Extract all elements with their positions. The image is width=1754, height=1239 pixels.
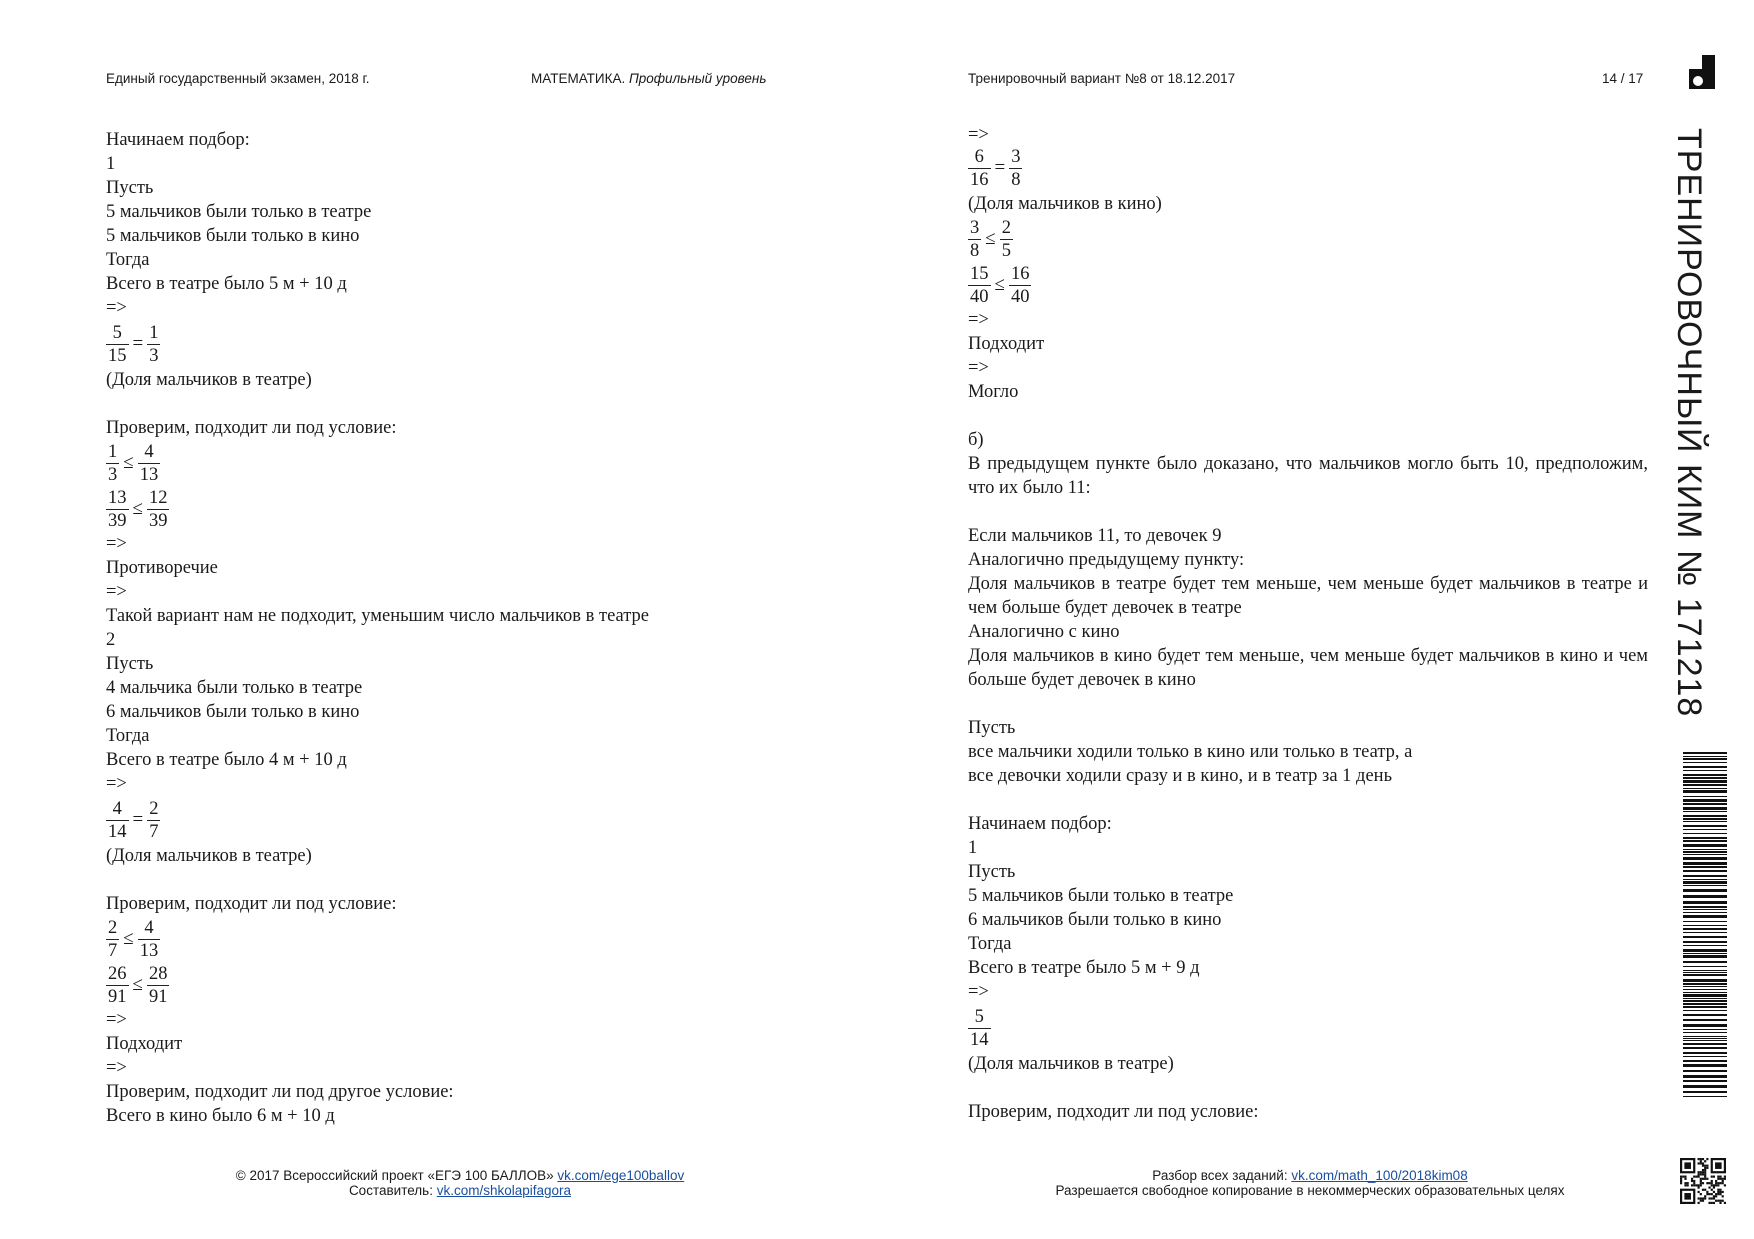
text-line: Тогда <box>106 250 150 270</box>
footer-right <box>960 1168 1660 1198</box>
text-line: 4 мальчика были только в театре <box>106 678 363 698</box>
footer-left <box>160 1168 760 1198</box>
text-line: 1 <box>968 838 978 858</box>
formula: $\frac{2}{7}$ ≤ $\frac{4}{13}$ <box>108 917 159 961</box>
text-line: Аналогично с кино <box>968 622 1120 642</box>
text-line: Проверим, подходит ли под условие: <box>106 418 397 438</box>
text-line: => <box>106 534 127 554</box>
footer-license: Разрешается свободное копирование в некоммерческих образовательных целях <box>1055 1183 1565 1198</box>
text-line: Тогда <box>106 726 150 746</box>
text-line: 1 <box>106 154 116 174</box>
right-column <box>968 126 1648 1124</box>
text-line: 5 мальчиков были только в театре <box>968 886 1234 906</box>
text-line: 2 <box>106 630 116 650</box>
barcode-icon <box>1683 752 1727 1097</box>
text-line: Всего в театре было 5 м + 10 д <box>106 274 347 294</box>
text-line: Пусть <box>106 654 154 674</box>
text-line: Начинаем подбор: <box>968 814 1112 834</box>
formula: $\frac{6}{16}$ = $\frac{3}{8}$ <box>970 146 1021 190</box>
text-line: => <box>106 774 127 794</box>
formula: $\frac{26}{91}$ ≤ $\frac{28}{91}$ <box>108 963 168 1007</box>
text-line: => <box>106 1010 127 1030</box>
formula: $\frac{4}{14}$ = $\frac{2}{7}$ <box>108 798 159 842</box>
footer-author-label: Составитель: <box>348 1183 433 1198</box>
left-column <box>106 128 806 1128</box>
text-line: Могло <box>968 382 1019 402</box>
qr-code-icon <box>1680 1158 1726 1204</box>
text-line: 5 мальчиков были только в кино <box>106 226 360 246</box>
text-line: => <box>968 358 989 378</box>
text-line: Всего в кино было 6 м + 10 д <box>106 1106 335 1126</box>
text-line: Подходит <box>968 334 1045 354</box>
text-line: Пусть <box>968 718 1016 738</box>
text-line: Аналогично предыдущему пункту: <box>968 550 1245 570</box>
formula: $\frac{15}{40}$ ≤ $\frac{16}{40}$ <box>970 263 1030 307</box>
text-line: => <box>106 298 127 318</box>
page-number: 14 / 17 <box>1602 71 1644 86</box>
text-line: Проверим, подходит ли под условие: <box>968 1102 1259 1122</box>
header-variant: Тренировочный вариант №8 от 18.12.2017 <box>968 71 1236 86</box>
text-line: Если мальчиков 11, то девочек 9 <box>968 526 1222 546</box>
text-line: (Доля мальчиков в театре) <box>968 1054 1174 1074</box>
text-line: Пусть <box>968 862 1016 882</box>
text-paragraph: Доля мальчиков в кино будет тем меньше, чем меньше будет мальчиков в кино и чем больше будет девочек в кино <box>968 646 1648 690</box>
text-line: => <box>968 125 989 145</box>
text-line: (Доля мальчиков в театре) <box>106 370 312 390</box>
text-line: Начинаем подбор: <box>106 130 250 150</box>
text-line: Всего в театре было 4 м + 10 д <box>106 750 347 770</box>
text-line: Подходит <box>106 1034 183 1054</box>
text-line: Тогда <box>968 934 1012 954</box>
formula: $\frac{1}{3}$ ≤ $\frac{4}{13}$ <box>108 441 159 485</box>
text-line: все мальчики ходили только в кино или только в театр, а <box>968 742 1413 762</box>
text-paragraph: В предыдущем пункте было доказано, что мальчиков могло быть 10, предположим, что их было 11: <box>968 454 1648 498</box>
header-exam-title: Единый государственный экзамен, 2018 г. <box>106 71 370 86</box>
text-line: (Доля мальчиков в театре) <box>106 846 312 866</box>
header-subject <box>531 71 766 86</box>
text-line: => <box>106 582 127 602</box>
text-line: б) <box>968 430 984 450</box>
formula: $\frac{13}{39}$ ≤ $\frac{12}{39}$ <box>108 487 168 531</box>
footer-solutions-link[interactable]: vk.com/math_100/2018kim08 <box>1291 1168 1468 1183</box>
side-title: ТРЕНИРОВОЧНЫЙ КИМ № 171218 <box>1670 128 1708 718</box>
text-line: Такой вариант нам не подходит, уменьшим число мальчиков в театре <box>106 606 650 626</box>
text-line: 5 мальчиков были только в театре <box>106 202 372 222</box>
header-level: Профильный уровень <box>628 71 767 86</box>
text-line: Пусть <box>106 178 154 198</box>
formula: $\frac{5}{15}$ = $\frac{1}{3}$ <box>108 322 159 366</box>
footer-vk-link[interactable]: vk.com/ege100ballov <box>557 1168 685 1183</box>
formula: $\frac{5}{14}$ <box>970 1006 989 1050</box>
text-line: Всего в театре было 5 м + 9 д <box>968 958 1200 978</box>
text-line: 6 мальчиков были только в кино <box>968 910 1222 930</box>
header-subject-name: МАТЕМАТИКА. <box>531 71 626 86</box>
footer-solutions-label: Разбор всех заданий: <box>1152 1168 1288 1183</box>
text-line: Проверим, подходит ли под другое условие: <box>106 1082 454 1102</box>
text-line: Проверим, подходит ли под условие: <box>106 894 397 914</box>
exam-logo-icon <box>1689 55 1715 89</box>
text-line: (Доля мальчиков в кино) <box>968 194 1162 214</box>
text-line: Противоречие <box>106 558 218 578</box>
text-line: все девочки ходили сразу и в кино, и в театр за 1 день <box>968 766 1393 786</box>
text-line: => <box>968 310 989 330</box>
formula: $\frac{3}{8}$ ≤ $\frac{2}{5}$ <box>970 217 1011 261</box>
text-line: => <box>106 1058 127 1078</box>
footer-author-link[interactable]: vk.com/shkolapifagora <box>436 1183 572 1198</box>
footer-copyright: © 2017 Всероссийский проект «ЕГЭ 100 БАЛЛОВ» <box>235 1168 554 1183</box>
text-paragraph: Доля мальчиков в театре будет тем меньше, чем меньше будет мальчиков в театре и чем больше будет девочек в театре <box>968 574 1648 618</box>
text-line: => <box>968 982 989 1002</box>
text-line: 6 мальчиков были только в кино <box>106 702 360 722</box>
